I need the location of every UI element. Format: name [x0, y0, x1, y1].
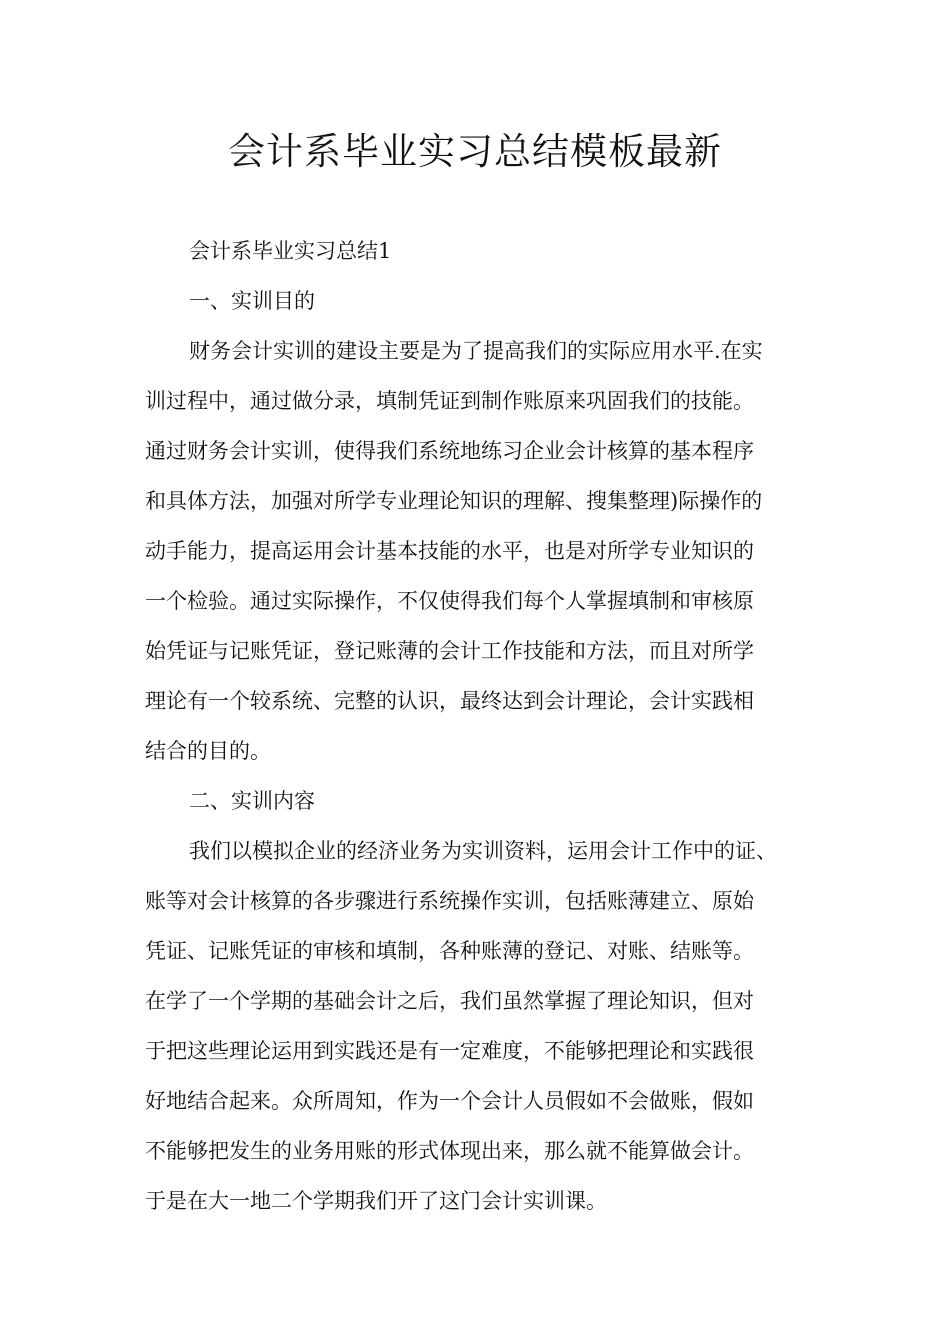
paragraph-line: 训过程中，通过做分录，填制凭证到制作账原来巩固我们的技能。 [145, 389, 754, 413]
paragraph-line: 在学了一个学期的基础会计之后，我们虽然掌握了理论知识，但对 [145, 989, 754, 1013]
paragraph-line: 凭证、记账凭证的审核和填制，各种账薄的登记、对账、结账等。 [145, 939, 754, 963]
paragraph-line: 财务会计实训的建设主要是为了提高我们的实际应用水平.在实 [189, 339, 763, 363]
paragraph-line: 结合的目的。 [145, 739, 271, 763]
paragraph-line: 于把这些理论运用到实践还是有一定难度，不能够把理论和实践很 [145, 1039, 754, 1063]
section-heading-content: 二、实训内容 [189, 789, 315, 813]
paragraph-line: 和具体方法，加强对所学专业理论知识的理解、搜集整理)际操作的 [145, 489, 763, 513]
paragraph-line: 不能够把发生的业务用账的形式体现出来，那么就不能算做会计。 [145, 1139, 754, 1163]
paragraph-line: 好地结合起来。众所周知，作为一个会计人员假如不会做账，假如 [145, 1089, 754, 1113]
paragraph-line: 动手能力，提高运用会计基本技能的水平，也是对所学专业知识的 [145, 539, 754, 563]
paragraph-line: 账等对会计核算的各步骤进行系统操作实训，包括账薄建立、原始 [145, 889, 754, 913]
section-heading-objective: 一、实训目的 [189, 289, 315, 313]
document-title: 会计系毕业实习总结模板最新 [228, 130, 722, 173]
paragraph-line: 于是在大一地二个学期我们开了这门会计实训课。 [145, 1189, 607, 1213]
paragraph-line: 我们以模拟企业的经济业务为实训资料，运用会计工作中的证、 [189, 839, 777, 863]
section-heading-summary: 会计系毕业实习总结1 [189, 239, 392, 263]
paragraph-line: 理论有一个较系统、完整的认识，最终达到会计理论，会计实践相 [145, 689, 754, 713]
paragraph-line: 通过财务会计实训，使得我们系统地练习企业会计核算的基本程序 [145, 439, 754, 463]
document-body [145, 226, 825, 1226]
paragraph-line: 一个检验。通过实际操作，不仅使得我们每个人掌握填制和审核原 [145, 589, 754, 613]
paragraph-line: 始凭证与记账凭证，登记账薄的会计工作技能和方法，而且对所学 [145, 639, 754, 663]
